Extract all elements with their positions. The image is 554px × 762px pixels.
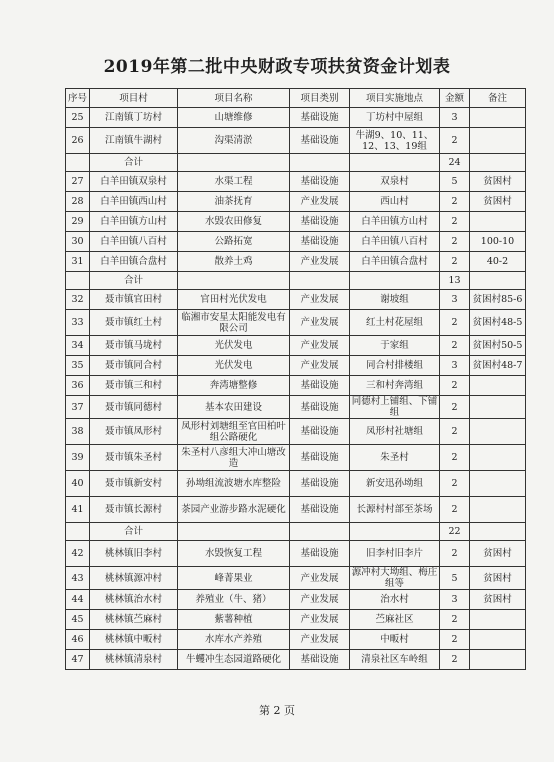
subtotal-blank (66, 154, 90, 172)
project-name-cell: 凤形村刘塘组至官田柏叶组公路硬化 (178, 419, 290, 445)
location-cell: 清泉社区车岭组 (350, 650, 440, 670)
project-name-cell: 官田村光伏发电 (178, 290, 290, 310)
remark-cell (470, 630, 526, 650)
location-cell: 治水村 (350, 590, 440, 610)
subtotal-blank (350, 523, 440, 541)
project-name-cell: 公路拓宽 (178, 232, 290, 252)
subtotal-blank (66, 523, 90, 541)
location-cell: 牛湖9、10、11、12、13、19组 (350, 128, 440, 154)
index-cell: 38 (66, 419, 90, 445)
index-cell: 36 (66, 376, 90, 396)
village-cell: 白羊田镇西山村 (90, 192, 178, 212)
remark-cell (470, 128, 526, 154)
index-cell: 31 (66, 252, 90, 272)
location-cell: 西山村 (350, 192, 440, 212)
remark-cell: 贫困村 (470, 172, 526, 192)
remark-cell: 40-2 (470, 252, 526, 272)
project-name-cell: 茶园产业游步路水泥硬化 (178, 497, 290, 523)
village-cell: 桃林镇中畈村 (90, 630, 178, 650)
category-cell: 产业发展 (290, 336, 350, 356)
village-cell: 白羊田镇双泉村 (90, 172, 178, 192)
remark-cell (470, 396, 526, 419)
project-name-cell: 朱圣村八彦组大冲山塘改造 (178, 445, 290, 471)
location-cell: 苎麻社区 (350, 610, 440, 630)
category-cell: 基础设施 (290, 541, 350, 567)
subtotal-blank (470, 154, 526, 172)
table-row (66, 445, 526, 471)
category-cell: 基础设施 (290, 172, 350, 192)
category-cell: 产业发展 (290, 310, 350, 336)
project-name-cell: 奔湾塘整修 (178, 376, 290, 396)
location-cell: 丁坊村中屋组 (350, 108, 440, 128)
remark-cell: 贫困村85-6 (470, 290, 526, 310)
category-cell: 产业发展 (290, 192, 350, 212)
amount-cell: 2 (440, 128, 470, 154)
subtotal-blank (470, 272, 526, 290)
remark-cell (470, 650, 526, 670)
table-row (66, 419, 526, 445)
amount-cell: 2 (440, 630, 470, 650)
remark-cell: 贫困村48-7 (470, 356, 526, 376)
index-cell: 44 (66, 590, 90, 610)
category-cell: 基础设施 (290, 128, 350, 154)
village-cell: 聂市镇同德村 (90, 396, 178, 419)
category-cell: 基础设施 (290, 497, 350, 523)
project-name-cell: 紫薯种植 (178, 610, 290, 630)
amount-cell: 2 (440, 610, 470, 630)
location-cell: 白羊田镇合盘村 (350, 252, 440, 272)
index-cell: 47 (66, 650, 90, 670)
location-cell: 同合村排楼组 (350, 356, 440, 376)
amount-cell: 3 (440, 290, 470, 310)
village-cell: 聂市镇红土村 (90, 310, 178, 336)
index-cell: 32 (66, 290, 90, 310)
page-title: 2019年第二批中央财政专项扶贫资金计划表 (103, 57, 451, 77)
index-cell: 41 (66, 497, 90, 523)
amount-cell: 2 (440, 376, 470, 396)
project-name-cell: 临湘市安星太阳能发电有限公司 (178, 310, 290, 336)
table-row (66, 356, 526, 376)
village-cell: 桃林镇苎麻村 (90, 610, 178, 630)
index-cell: 29 (66, 212, 90, 232)
village-cell: 桃林镇清泉村 (90, 650, 178, 670)
header-cell-category: 项目类别 (290, 89, 350, 108)
amount-cell: 2 (440, 419, 470, 445)
location-cell: 白羊田镇方山村 (350, 212, 440, 232)
subtotal-row (66, 272, 526, 290)
subtotal-blank (290, 523, 350, 541)
village-cell: 聂市镇朱圣村 (90, 445, 178, 471)
table-row (66, 172, 526, 192)
table-row (66, 310, 526, 336)
subtotal-blank (290, 154, 350, 172)
table-row (66, 290, 526, 310)
village-cell: 江南镇丁坊村 (90, 108, 178, 128)
village-cell: 桃林镇旧李村 (90, 541, 178, 567)
location-cell: 新安迅孙坳组 (350, 471, 440, 497)
village-cell: 桃林镇源冲村 (90, 567, 178, 590)
subtotal-blank (178, 272, 290, 290)
page-number: 第 2 页 (259, 704, 295, 717)
amount-cell: 2 (440, 252, 470, 272)
subtotal-amount: 22 (440, 523, 470, 541)
table-header-row (66, 89, 526, 108)
category-cell: 产业发展 (290, 567, 350, 590)
header-cell-village: 项目村 (90, 89, 178, 108)
amount-cell: 2 (440, 650, 470, 670)
location-cell: 朱圣村 (350, 445, 440, 471)
index-cell: 37 (66, 396, 90, 419)
index-cell: 28 (66, 192, 90, 212)
subtotal-blank (470, 523, 526, 541)
table-row (66, 610, 526, 630)
category-cell: 基础设施 (290, 471, 350, 497)
amount-cell: 2 (440, 310, 470, 336)
village-cell: 江南镇牛湖村 (90, 128, 178, 154)
remark-cell (470, 419, 526, 445)
location-cell: 谢坡组 (350, 290, 440, 310)
project-name-cell: 水毁农田修复 (178, 212, 290, 232)
amount-cell: 3 (440, 356, 470, 376)
remark-cell: 贫困村 (470, 541, 526, 567)
table-row (66, 630, 526, 650)
village-cell: 聂市镇凤形村 (90, 419, 178, 445)
project-name-cell: 基本农田建设 (178, 396, 290, 419)
village-cell: 聂市镇三和村 (90, 376, 178, 396)
subtotal-label: 合计 (90, 272, 178, 290)
remark-cell (470, 376, 526, 396)
table-row (66, 497, 526, 523)
category-cell: 产业发展 (290, 356, 350, 376)
amount-cell: 2 (440, 396, 470, 419)
subtotal-amount: 13 (440, 272, 470, 290)
location-cell: 源冲村大坳组、梅庄组等 (350, 567, 440, 590)
index-cell: 34 (66, 336, 90, 356)
category-cell: 基础设施 (290, 419, 350, 445)
category-cell: 产业发展 (290, 252, 350, 272)
amount-cell: 5 (440, 567, 470, 590)
table-row (66, 650, 526, 670)
index-cell: 30 (66, 232, 90, 252)
category-cell: 基础设施 (290, 376, 350, 396)
location-cell: 中畈村 (350, 630, 440, 650)
amount-cell: 2 (440, 541, 470, 567)
village-cell: 白羊田镇合盘村 (90, 252, 178, 272)
remark-cell (470, 497, 526, 523)
table-row (66, 252, 526, 272)
subtotal-blank (178, 523, 290, 541)
remark-cell (470, 471, 526, 497)
category-cell: 基础设施 (290, 108, 350, 128)
category-cell: 产业发展 (290, 590, 350, 610)
amount-cell: 3 (440, 108, 470, 128)
remark-cell: 100-10 (470, 232, 526, 252)
category-cell: 基础设施 (290, 212, 350, 232)
project-name-cell: 山塘维修 (178, 108, 290, 128)
index-cell: 42 (66, 541, 90, 567)
remark-cell (470, 610, 526, 630)
location-cell: 于家组 (350, 336, 440, 356)
village-cell: 桃林镇治水村 (90, 590, 178, 610)
fund-plan-table (65, 88, 526, 670)
amount-cell: 5 (440, 172, 470, 192)
category-cell: 基础设施 (290, 396, 350, 419)
project-name-cell: 水渠工程 (178, 172, 290, 192)
header-cell-project: 项目名称 (178, 89, 290, 108)
project-name-cell: 光伏发电 (178, 356, 290, 376)
project-name-cell: 峰菁果业 (178, 567, 290, 590)
header-cell-index: 序号 (66, 89, 90, 108)
subtotal-blank (350, 154, 440, 172)
category-cell: 产业发展 (290, 610, 350, 630)
index-cell: 33 (66, 310, 90, 336)
location-cell: 双泉村 (350, 172, 440, 192)
project-name-cell: 散养土鸡 (178, 252, 290, 272)
category-cell: 基础设施 (290, 445, 350, 471)
table-row (66, 376, 526, 396)
location-cell: 旧李村旧李片 (350, 541, 440, 567)
village-cell: 白羊田镇方山村 (90, 212, 178, 232)
index-cell: 45 (66, 610, 90, 630)
project-name-cell: 养殖业（牛、猪） (178, 590, 290, 610)
table-row (66, 541, 526, 567)
subtotal-row (66, 154, 526, 172)
amount-cell: 2 (440, 445, 470, 471)
subtotal-label: 合计 (90, 523, 178, 541)
project-name-cell: 水库水产养殖 (178, 630, 290, 650)
table-row (66, 108, 526, 128)
table-row (66, 232, 526, 252)
remark-cell: 贫困村 (470, 590, 526, 610)
location-cell: 三和村奔湾组 (350, 376, 440, 396)
table-row (66, 396, 526, 419)
index-cell: 35 (66, 356, 90, 376)
village-cell: 聂市镇马垅村 (90, 336, 178, 356)
location-cell: 凤形村社塘组 (350, 419, 440, 445)
category-cell: 基础设施 (290, 650, 350, 670)
village-cell: 聂市镇长源村 (90, 497, 178, 523)
subtotal-amount: 24 (440, 154, 470, 172)
village-cell: 白羊田镇八百村 (90, 232, 178, 252)
subtotal-blank (350, 272, 440, 290)
remark-cell: 贫困村 (470, 192, 526, 212)
amount-cell: 2 (440, 232, 470, 252)
index-cell: 25 (66, 108, 90, 128)
table-row (66, 336, 526, 356)
index-cell: 27 (66, 172, 90, 192)
remark-cell (470, 212, 526, 232)
remark-cell: 贫困村 (470, 567, 526, 590)
remark-cell: 贫困村48-5 (470, 310, 526, 336)
project-name-cell: 油茶抚育 (178, 192, 290, 212)
project-name-cell: 孙坳组流波塘水库整险 (178, 471, 290, 497)
location-cell: 同德村上铺组、下铺组 (350, 396, 440, 419)
subtotal-label: 合计 (90, 154, 178, 172)
table-row (66, 192, 526, 212)
table-row (66, 128, 526, 154)
project-name-cell: 牛蠼冲生态园道路硬化 (178, 650, 290, 670)
index-cell: 40 (66, 471, 90, 497)
location-cell: 白羊田镇八百村 (350, 232, 440, 252)
subtotal-row (66, 523, 526, 541)
index-cell: 43 (66, 567, 90, 590)
amount-cell: 2 (440, 336, 470, 356)
category-cell: 基础设施 (290, 232, 350, 252)
location-cell: 红土村花屋组 (350, 310, 440, 336)
village-cell: 聂市镇新安村 (90, 471, 178, 497)
project-name-cell: 水毁恢复工程 (178, 541, 290, 567)
amount-cell: 3 (440, 590, 470, 610)
amount-cell: 2 (440, 471, 470, 497)
village-cell: 聂市镇同合村 (90, 356, 178, 376)
category-cell: 产业发展 (290, 630, 350, 650)
project-name-cell: 光伏发电 (178, 336, 290, 356)
remark-cell (470, 445, 526, 471)
index-cell: 39 (66, 445, 90, 471)
table-row (66, 212, 526, 232)
remark-cell (470, 108, 526, 128)
index-cell: 26 (66, 128, 90, 154)
remark-cell: 贫困村50-5 (470, 336, 526, 356)
amount-cell: 2 (440, 497, 470, 523)
table-row (66, 567, 526, 590)
category-cell: 产业发展 (290, 290, 350, 310)
header-cell-amount: 金额 (440, 89, 470, 108)
header-cell-location: 项目实施地点 (350, 89, 440, 108)
project-name-cell: 沟渠清淤 (178, 128, 290, 154)
index-cell: 46 (66, 630, 90, 650)
subtotal-blank (66, 272, 90, 290)
table-row (66, 471, 526, 497)
subtotal-blank (290, 272, 350, 290)
amount-cell: 2 (440, 192, 470, 212)
amount-cell: 2 (440, 212, 470, 232)
header-cell-remark: 备注 (470, 89, 526, 108)
subtotal-blank (178, 154, 290, 172)
village-cell: 聂市镇官田村 (90, 290, 178, 310)
table-row (66, 590, 526, 610)
location-cell: 长源村村部至茶场 (350, 497, 440, 523)
